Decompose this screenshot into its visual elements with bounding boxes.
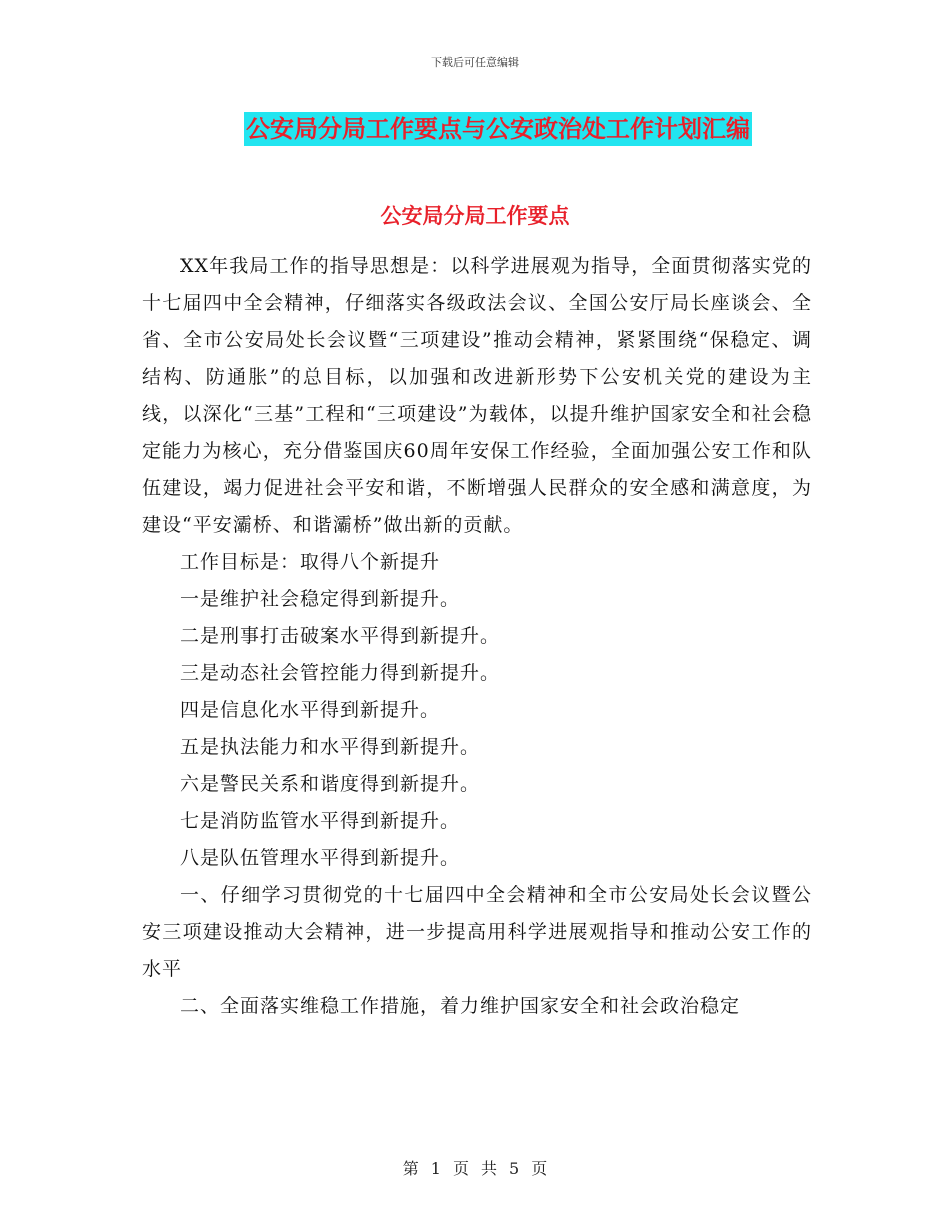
- paragraph-goals-intro: 工作目标是：取得八个新提升: [180, 551, 441, 573]
- footer-page-label: 页: [452, 1159, 469, 1178]
- footer-page-number: 1: [430, 1159, 441, 1178]
- section-title: 公安局分局工作要点: [380, 204, 570, 228]
- paragraph-goal-5: 五是执法能力和水平得到新提升。: [180, 736, 481, 758]
- paragraph-goal-4: 四是信息化水平得到新提升。: [180, 699, 441, 721]
- header-note: 下载后可任意编辑: [431, 56, 519, 69]
- footer-suffix: 页: [531, 1159, 548, 1178]
- paragraph-goal-3: 三是动态社会管控能力得到新提升。: [180, 662, 501, 684]
- paragraph-goal-6: 六是警民关系和谐度得到新提升。: [180, 773, 481, 795]
- paragraph-guiding-ideology: XX年我局工作的指导思想是：以科学进展观为指导，全面贯彻落实党的十七届四中全会精神，仔细落实各级政法会议、全国公安厅局长座谈会、全省、全市公安局处长会议暨“三项建设”推动会精神，紧紧围绕“保稳定、调结构、防通胀”的总目标，以加强和改进新形势下公安机关党的建设为主线，以深化“三基”工程和“三项建设”为载体，以提升维护国家安全和社会稳定能力为核心，充分借鉴国庆60周年安保工作经验，全面加强公安工作和队伍建设，竭力促进社会平安和谐，不断增强人民群众的安全感和满意度，为建设“平安灞桥、和谐灞桥”做出新的贡献。: [142, 255, 812, 536]
- paragraph-goal-1: 一是维护社会稳定得到新提升。: [180, 588, 461, 610]
- main-title: 公安局分局工作要点与公安政治处工作计划汇编: [244, 112, 752, 146]
- main-title-container: [0, 112, 950, 146]
- footer-total-pages: 5: [509, 1159, 520, 1178]
- page-footer: [0, 1156, 950, 1179]
- paragraph-section-1: 一、仔细学习贯彻党的十七届四中全会精神和全市公安局处长会议暨公安三项建设推动大会精神，进一步提高用科学进展观指导和推动公安工作的水平: [142, 884, 812, 980]
- footer-prefix: 第: [402, 1159, 419, 1178]
- paragraph-goal-8: 八是队伍管理水平得到新提升。: [180, 847, 461, 869]
- footer-total-label: 共: [481, 1159, 498, 1178]
- paragraph-section-2: 二、全面落实维稳工作措施，着力维护国家安全和社会政治稳定: [180, 995, 741, 1017]
- paragraph-goal-7: 七是消防监管水平得到新提升。: [180, 810, 461, 832]
- body-text: [142, 248, 812, 1025]
- paragraph-goal-2: 二是刑事打击破案水平得到新提升。: [180, 625, 501, 647]
